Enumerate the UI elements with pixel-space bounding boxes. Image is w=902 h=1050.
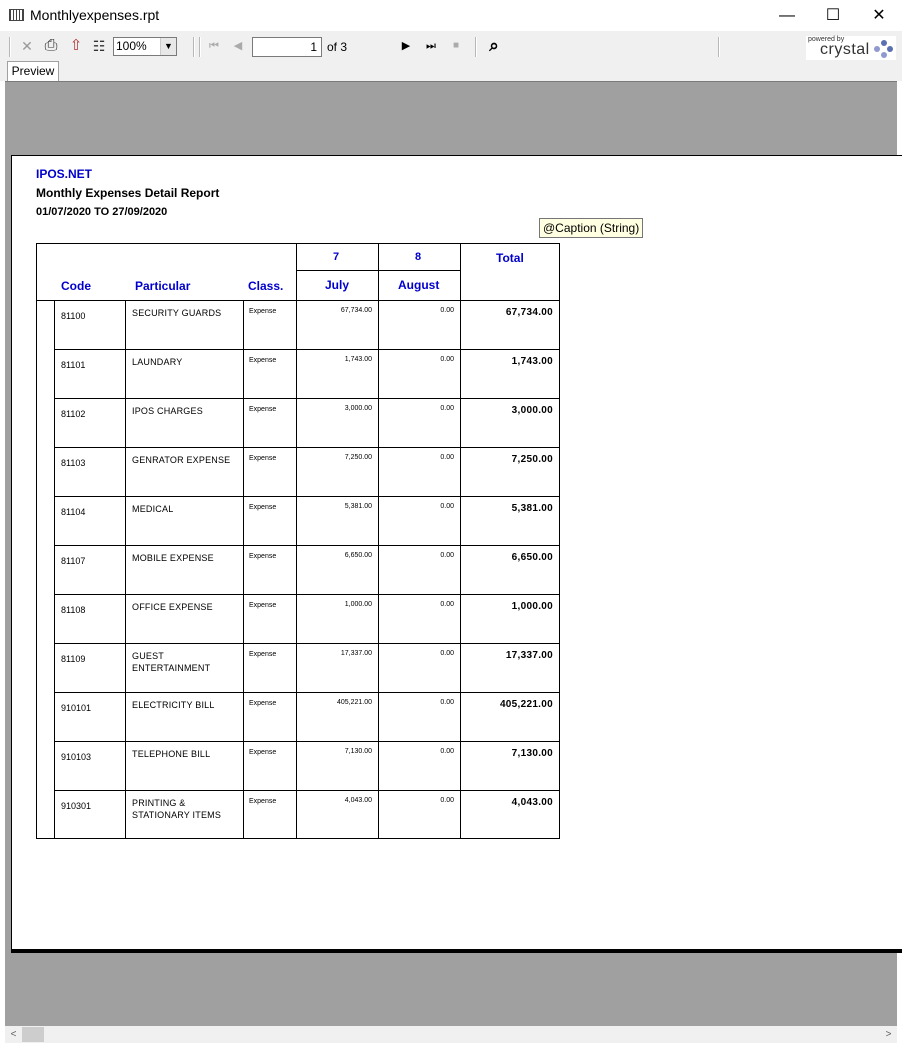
header-month2-number: 8 (415, 251, 422, 263)
group-tree-icon[interactable]: ☷ (92, 38, 106, 54)
row-august-amount: 0.00 (440, 601, 454, 608)
row-class: Expense (249, 553, 277, 560)
row-july-amount: 7,250.00 (344, 454, 372, 461)
toolbar-separator (193, 37, 195, 57)
report-title: Monthly Expenses Detail Report (36, 186, 220, 200)
row-code: 81102 (61, 409, 86, 419)
maximize-button[interactable]: ☐ (825, 7, 841, 24)
crystal-brand-label: crystal (820, 41, 870, 58)
row-particular: PRINTING & STATIONARY ITEMS (132, 798, 222, 820)
row-code: 910103 (61, 752, 92, 762)
row-july-amount: 4,043.00 (344, 797, 372, 804)
toolbar-separator (718, 37, 720, 57)
row-total-amount: 1,743.00 (511, 356, 553, 367)
header-month1-number: 7 (333, 251, 340, 263)
row-particular: LAUNDARY (132, 357, 183, 367)
row-divider (54, 692, 560, 693)
row-particular: ELECTRICITY BILL (132, 700, 215, 710)
row-july-amount: 1,000.00 (344, 601, 372, 608)
row-august-amount: 0.00 (440, 748, 454, 755)
row-divider (54, 496, 560, 497)
col-divider (54, 300, 55, 839)
row-total-amount: 67,734.00 (505, 307, 553, 318)
row-august-amount: 0.00 (440, 699, 454, 706)
header-code: Code (61, 279, 91, 293)
title-bar (0, 0, 902, 31)
toolbar-separator (475, 37, 477, 57)
row-total-amount: 5,381.00 (511, 503, 553, 514)
export-icon[interactable]: ⇧ (69, 37, 83, 54)
row-code: 81101 (61, 360, 86, 370)
row-code: 81100 (61, 311, 86, 321)
row-particular: GUEST ENTERTAINMENT (132, 651, 211, 673)
row-divider (54, 447, 560, 448)
row-class: Expense (249, 308, 277, 315)
print-icon[interactable]: ⎙ (44, 37, 58, 54)
horizontal-scrollbar[interactable] (5, 1026, 897, 1043)
row-divider (54, 643, 560, 644)
row-august-amount: 0.00 (440, 405, 454, 412)
crystal-dots-icon (874, 40, 894, 58)
row-august-amount: 0.00 (440, 307, 454, 314)
row-august-amount: 0.00 (440, 356, 454, 363)
header-class: Class. (248, 279, 284, 293)
toolbar-separator (9, 37, 11, 57)
col-divider (378, 243, 379, 839)
row-total-amount: 17,337.00 (505, 650, 553, 661)
row-total-amount: 1,000.00 (511, 601, 553, 612)
app-icon (9, 9, 24, 21)
next-page-icon[interactable]: ▶ (401, 40, 411, 52)
row-august-amount: 0.00 (440, 797, 454, 804)
row-class: Expense (249, 700, 277, 707)
row-divider (54, 545, 560, 546)
row-class: Expense (249, 749, 277, 756)
row-class: Expense (249, 357, 277, 364)
close-icon[interactable]: ✕ (21, 38, 33, 54)
row-divider (54, 349, 560, 350)
report-date-range: 01/07/2020 TO 27/09/2020 (36, 206, 168, 218)
row-august-amount: 0.00 (440, 552, 454, 559)
row-code: 81107 (61, 556, 86, 566)
row-class: Expense (249, 651, 277, 658)
header-month-divider (296, 270, 460, 271)
row-july-amount: 67,734.00 (340, 307, 372, 314)
row-code: 81104 (61, 507, 86, 517)
row-particular: TELEPHONE BILL (132, 749, 211, 759)
row-july-amount: 17,337.00 (340, 650, 372, 657)
row-particular: GENRATOR EXPENSE (132, 455, 231, 465)
first-page-icon[interactable]: ⏮ (209, 40, 219, 52)
header-month2-name: August (398, 278, 440, 292)
tab-preview[interactable]: Preview (7, 61, 59, 81)
field-tooltip: @Caption (String) (539, 218, 643, 238)
row-divider (54, 741, 560, 742)
chevron-down-icon[interactable]: ▼ (160, 38, 176, 55)
row-particular: SECURITY GUARDS (132, 308, 222, 318)
crystal-logo (806, 36, 896, 60)
row-class: Expense (249, 798, 277, 805)
page-number-input[interactable]: 1 (252, 37, 322, 57)
report-company: IPOS.NET (36, 167, 93, 181)
row-divider (54, 594, 560, 595)
col-divider (296, 243, 297, 839)
zoom-value: 100% (116, 39, 147, 53)
row-total-amount: 6,650.00 (511, 552, 553, 563)
row-august-amount: 0.00 (440, 454, 454, 461)
header-month1-name: July (325, 278, 350, 292)
scrollbar-thumb[interactable] (22, 1027, 44, 1042)
row-total-amount: 405,221.00 (499, 699, 553, 710)
search-binoculars-icon[interactable]: ⌕ (489, 36, 499, 55)
col-divider (243, 300, 244, 839)
table-border-top (36, 243, 560, 244)
header-total: Total (496, 251, 524, 265)
col-divider (125, 300, 126, 839)
row-july-amount: 7,130.00 (344, 748, 372, 755)
row-divider (54, 398, 560, 399)
row-total-amount: 7,250.00 (511, 454, 553, 465)
col-divider (460, 243, 461, 839)
row-july-amount: 6,650.00 (344, 552, 372, 559)
row-total-amount: 4,043.00 (511, 797, 553, 808)
row-code: 81108 (61, 605, 86, 615)
scroll-left-icon[interactable]: < (10, 1029, 17, 1040)
zoom-select[interactable] (113, 37, 177, 56)
row-particular: OFFICE EXPENSE (132, 602, 213, 612)
row-class: Expense (249, 602, 277, 609)
tab-strip (0, 61, 902, 81)
row-class: Expense (249, 455, 277, 462)
row-particular: IPOS CHARGES (132, 406, 203, 416)
page-bottom-edge (11, 949, 902, 953)
powered-by-label: powered by (808, 36, 845, 43)
table-border-left (36, 243, 37, 839)
row-code: 81103 (61, 458, 86, 468)
row-july-amount: 5,381.00 (344, 503, 372, 510)
row-code: 910301 (61, 801, 92, 811)
table-border-right (559, 243, 560, 839)
row-august-amount: 0.00 (440, 650, 454, 657)
scroll-right-icon[interactable]: > (885, 1029, 892, 1040)
stop-icon[interactable]: ■ (452, 40, 460, 51)
row-code: 910101 (61, 703, 92, 713)
expenses-table (36, 243, 560, 838)
row-july-amount: 3,000.00 (344, 405, 372, 412)
row-july-amount: 405,221.00 (336, 699, 372, 706)
toolbar (0, 31, 902, 61)
toolbar-separator (199, 37, 201, 57)
row-particular: MOBILE EXPENSE (132, 553, 214, 563)
header-particular: Particular (135, 279, 191, 293)
row-class: Expense (249, 504, 277, 511)
row-code: 81109 (61, 654, 86, 664)
last-page-icon[interactable]: ⏭ (426, 40, 436, 52)
window-title: Monthlyexpenses.rpt (30, 7, 160, 23)
minimize-button[interactable]: — (779, 7, 795, 24)
row-total-amount: 7,130.00 (511, 748, 553, 759)
close-window-button[interactable]: ✕ (872, 7, 886, 24)
table-border-bottom (36, 838, 560, 839)
row-particular: MEDICAL (132, 504, 174, 514)
row-class: Expense (249, 406, 277, 413)
page-total-label: of 3 (327, 40, 348, 54)
row-august-amount: 0.00 (440, 503, 454, 510)
header-bottom-line (36, 300, 560, 301)
row-july-amount: 1,743.00 (344, 356, 372, 363)
prev-page-icon[interactable]: ◀ (233, 40, 243, 52)
row-total-amount: 3,000.00 (511, 405, 553, 416)
row-divider (54, 790, 560, 791)
